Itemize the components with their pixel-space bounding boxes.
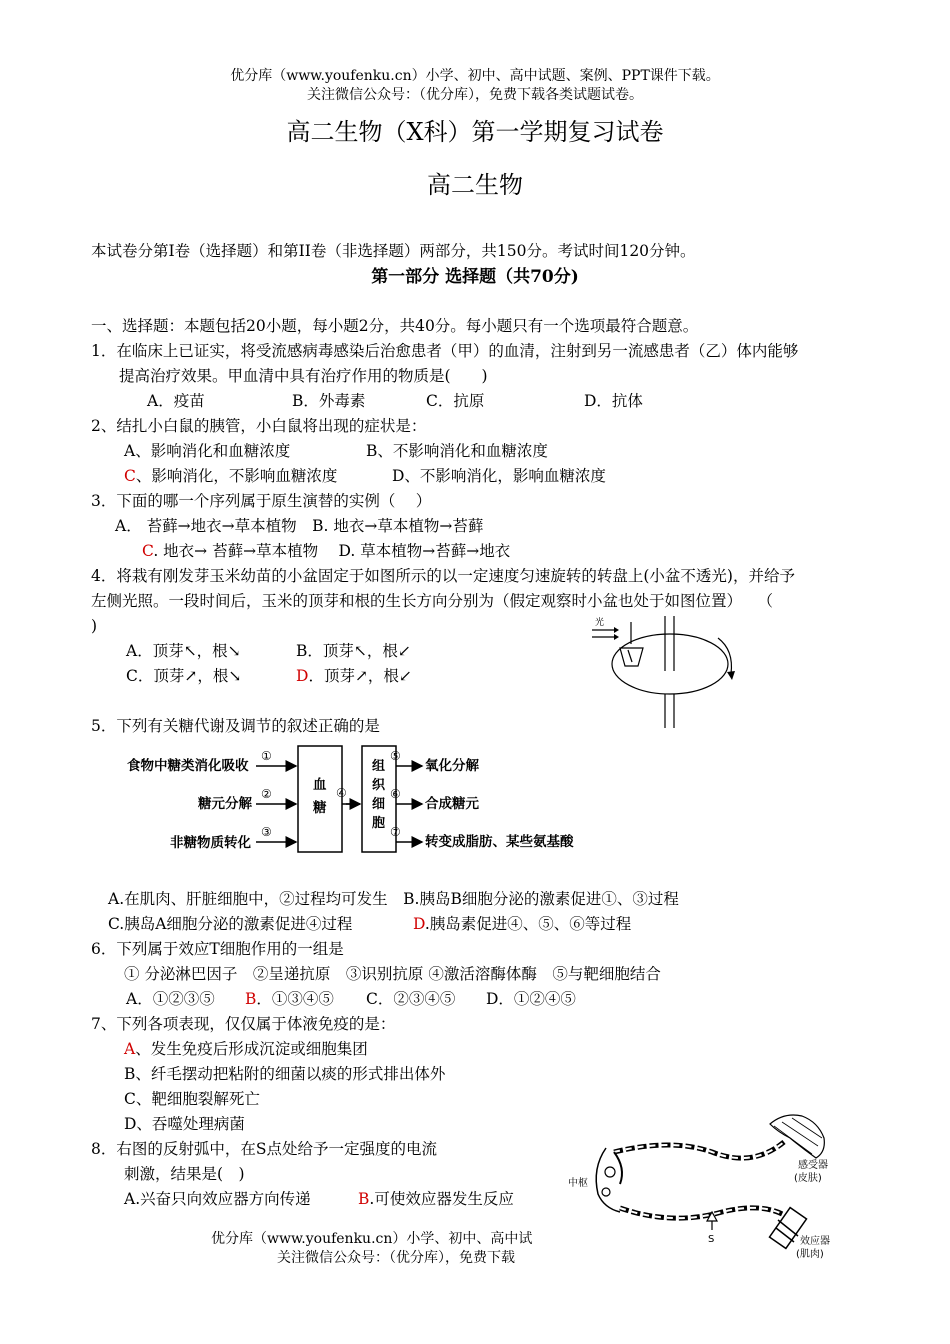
q4-option-d <box>296 666 412 686</box>
q8-effector-label: 效应器 <box>800 1236 830 1247</box>
q5-output-3: 转变成脂肪、某些氨基酸 <box>425 834 574 850</box>
q1-stem-2: 提高治疗效果。甲血清中具有治疗作用的物质是( ) <box>119 367 488 385</box>
q4-option-d-text: ．顶芽↗，根↙ <box>308 667 412 685</box>
q8-center-label: 中枢 <box>568 1178 588 1189</box>
q5-cell-char-4: 胞 <box>372 816 386 831</box>
q5-answer-letter: D <box>413 915 425 933</box>
q2-stem: 2、结扎小白鼠的胰管，小白鼠将出现的症状是： <box>91 417 427 435</box>
q8-skin-label: (皮肤) <box>794 1173 822 1184</box>
q3-stem: 3．下面的哪一个序列属于原生演替的实例（ ） <box>91 492 432 510</box>
q5-arrow-1: ① <box>261 749 272 763</box>
q2-option-c-text: 、影响消化，不影响血糖浓度 <box>135 467 338 485</box>
q8-option-b <box>358 1189 514 1209</box>
q1-option-d: D．抗体 <box>584 392 643 410</box>
q8-muscle-label: (肌肉) <box>796 1249 824 1260</box>
q5-arrow-7: ⑦ <box>390 825 401 839</box>
header-line-1: 优分库（www.youfenku.cn）小学、初中、高中试题、案例、PPT课件下载。 <box>230 68 720 84</box>
q6-stem: 6．下列属于效应T细胞作用的一组是 <box>91 940 344 958</box>
q5-option-d <box>413 914 631 934</box>
header-line-2: 关注微信公众号：（优分库），免费下载各类试题试卷。 <box>307 87 643 103</box>
q8-stem-2: 刺激，结果是( ) <box>124 1165 245 1183</box>
q5-arrow-4: ④ <box>336 786 347 800</box>
q7-option-b: B、纤毛摆动把粘附的细菌以痰的形式排出体外 <box>124 1065 446 1083</box>
q2-option-d: D、不影响消化，影响血糖浓度 <box>392 467 606 485</box>
footer-line-1: 优分库（www.youfenku.cn）小学、初中、高中试 <box>211 1231 533 1247</box>
footer-line-2: 关注微信公众号：（优分库），免费下载 <box>277 1250 515 1266</box>
q8-reflex-arc-figure <box>562 1108 852 1270</box>
q5-source-2: 糖元分解 <box>198 796 252 812</box>
q3-option-ab: A． 苔藓→地衣→草本植物 B. 地衣→草本植物→苔藓 <box>115 517 484 535</box>
q4-option-c: C．顶芽↗，根↘ <box>126 667 242 685</box>
q3-option-cd-text: . 地衣→ 苔藓→草本植物 D. 草本植物→苔藓→地衣 <box>153 542 511 560</box>
q5-source-1: 食物中糖类消化吸收 <box>127 758 249 774</box>
q5-output-2: 合成糖元 <box>425 796 479 812</box>
q7-option-d: D、吞噬处理病菌 <box>124 1115 245 1133</box>
q1-option-c: C．抗原 <box>426 392 485 410</box>
q6-answer-letter: B <box>245 990 257 1008</box>
q8-receptor-label: 感受器 <box>798 1160 828 1171</box>
q6-items: ① 分泌淋巴因子 ②呈递抗原 ③识别抗原 ④激活溶酶体酶 ⑤与靶细胞结合 <box>124 965 661 983</box>
q5-option-ab: A.在肌肉、肝脏细胞中，②过程均可发生 B.胰岛B细胞分泌的激素促进①、③过程 <box>108 890 679 908</box>
q5-cell-char-1: 组 <box>372 759 386 774</box>
q7-option-a <box>124 1039 368 1059</box>
q6-option-b-text: ．①③④⑤ <box>256 990 334 1008</box>
exam-subtitle: 高二生物 <box>427 171 523 199</box>
q6-option-b <box>245 989 334 1009</box>
q2-option-a: A、影响消化和血糖浓度 <box>124 442 291 460</box>
q3-option-cd <box>142 541 510 561</box>
q2-option-b: B、不影响消化和血糖浓度 <box>366 442 548 460</box>
intro-text: 本试卷分第I卷（选择题）和第II卷（非选择题）两部分，共150分。考试时间120分钟。 <box>91 242 696 260</box>
q7-option-c: C、靶细胞裂解死亡 <box>124 1090 260 1108</box>
q8-s-label: S <box>708 1234 715 1245</box>
q5-arrow-2: ② <box>261 787 272 801</box>
q7-stem: 7、下列各项表现，仅仅属于体液免疫的是： <box>91 1015 396 1033</box>
q5-cell-char-3: 细 <box>372 797 386 812</box>
q5-arrow-6: ⑥ <box>390 787 401 801</box>
q4-option-b: B．顶芽↖，根↙ <box>296 642 411 660</box>
q4-stem-3: ) <box>91 617 98 635</box>
q5-arrow-3: ③ <box>261 825 272 839</box>
q4-option-a: A．顶芽↖，根↘ <box>126 642 241 660</box>
q8-option-b-text: .可使效应器发生反应 <box>369 1190 514 1208</box>
q5-option-c: C.胰岛A细胞分泌的激素促进④过程 <box>108 915 353 933</box>
q5-cell-char-2: 织 <box>372 778 386 793</box>
q6-option-a: A．①②③⑤ <box>126 990 215 1008</box>
q2-option-c <box>124 466 337 486</box>
q4-answer-letter: D <box>296 667 309 685</box>
q5-blood-char-2: 糖 <box>313 800 327 816</box>
q6-option-c: C．②③④⑤ <box>366 990 456 1008</box>
q4-light-label: 光 <box>595 618 605 628</box>
q7-option-a-text: 、发生免疫后形成沉淀或细胞集团 <box>135 1040 368 1058</box>
q8-stem-1: 8．右图的反射弧中，在S点处给予一定强度的电流 <box>91 1140 437 1158</box>
q1-option-b: B．外毒素 <box>292 392 366 410</box>
q5-arrow-5: ⑤ <box>390 749 401 763</box>
q1-option-a: A．疫苗 <box>147 392 205 410</box>
section1-heading: 一、选择题：本题包括20小题，每小题2分，共40分。每小题只有一个选项最符合题意。 <box>91 317 699 335</box>
q4-stem-2: 左侧光照。一段时间后，玉米的顶芽和根的生长方向分别为（假定观察时小盆也处于如图位置） （ <box>91 592 774 610</box>
q7-answer-letter: A <box>124 1040 136 1058</box>
q5-output-1: 氧化分解 <box>425 758 479 774</box>
q2-answer-letter: C <box>124 467 136 485</box>
q5-stem: 5．下列有关糖代谢及调节的叙述正确的是 <box>91 717 380 735</box>
q1-stem-1: 1．在临床上已证实，将受流感病毒感染后治愈患者（甲）的血清，注射到另一流感患者（乙）体内能够 <box>91 342 799 360</box>
part1-heading: 第一部分 选择题（共70分) <box>371 267 579 287</box>
q5-blood-char-1: 血 <box>313 777 327 793</box>
q8-answer-letter: B <box>358 1190 370 1208</box>
q5-glucose-diagram <box>120 744 590 860</box>
exam-title: 高二生物（X科）第一学期复习试卷 <box>286 118 664 146</box>
q6-option-d: D．①②④⑤ <box>486 990 576 1008</box>
q5-option-d-text: .胰岛素促进④、⑤、⑥等过程 <box>424 915 632 933</box>
q8-option-a: A.兴奋只向效应器方向传递 <box>124 1190 311 1208</box>
q4-stem-1: 4．将栽有刚发芽玉米幼苗的小盆固定于如图所示的以一定速度匀速旋转的转盘上(小盆不透光)，并给予 <box>91 567 795 585</box>
q5-source-3: 非糖物质转化 <box>170 835 251 851</box>
q3-answer-letter: C <box>142 542 154 560</box>
q4-turntable-figure <box>588 614 748 730</box>
